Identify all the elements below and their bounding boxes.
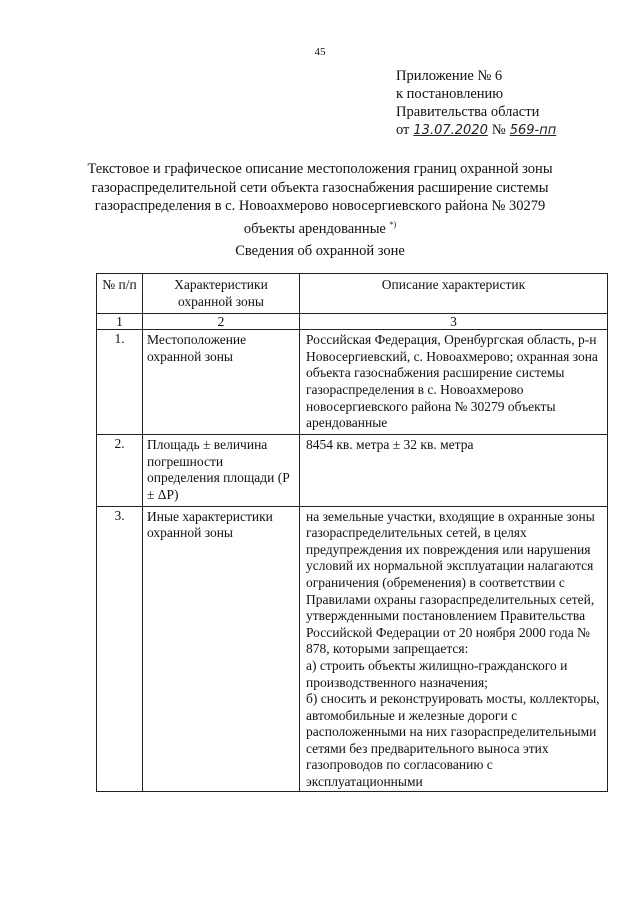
appendix-line-1: Приложение № 6	[396, 68, 503, 84]
appendix-date-line	[396, 121, 560, 140]
table-header-row	[97, 274, 608, 314]
row-number: 2.	[97, 435, 143, 506]
column-number-1: 1	[97, 314, 143, 330]
document-title	[80, 160, 560, 238]
handwritten-date: 13.07.2020	[413, 123, 488, 138]
date-prefix: от	[396, 122, 410, 138]
row-number: 1.	[97, 330, 143, 435]
table-row	[97, 506, 608, 791]
row-description: на земельные участки, входящие в охранные зоны газораспределительных сетей, в целях предупреждения их повреждения или нарушения условий их нормальной эксплуатации налагаются ограничения (обременения) в соответствии с Правилами охраны газораспределительных сетей, утвержденными постановлением Правительства Российской Федерации от 20 ноября 2000 года № 878, которыми запрещается: а) строить объекты жилищно-гражданского и производственного назначения; б) сносить и реконструировать мосты, коллекторы, автомобильные и железные дороги с расположенными на них газораспределительными сетями без предварительного выноса этих газопроводов по согласованию с эксплуатационными	[300, 506, 608, 791]
footnote-mark: *)	[389, 219, 397, 229]
row-characteristic: Местоположение охранной зоны	[143, 330, 300, 435]
row-number: 3.	[97, 506, 143, 791]
section-subtitle: Сведения об охранной зоне	[235, 243, 405, 259]
row-characteristic: Площадь ± величина погрешности определения площади (P ± ΔP)	[143, 435, 300, 506]
title-text: Текстовое и графическое описание местоположения границ охранной зоны газораспределительной сети объекта газоснабжения расширение системы газораспределения в с. Новоахмерово новосергиевского района № 30279 объекты арендованные	[87, 161, 553, 237]
appendix-line-2: к постановлению	[396, 86, 504, 102]
column-number-row	[97, 314, 608, 330]
table-row	[97, 435, 608, 506]
zone-info-table	[96, 273, 608, 792]
header-description: Описание характеристик	[300, 274, 608, 314]
header-number: № п/п	[97, 274, 143, 314]
row-description: 8454 кв. метра ± 32 кв. метра	[300, 435, 608, 506]
appendix-line-3: Правительства области	[396, 104, 540, 120]
row-characteristic: Иные характеристики охранной зоны	[143, 506, 300, 791]
column-number-2: 2	[143, 314, 300, 330]
page-number: 45	[314, 46, 326, 58]
header-characteristics: Характеристики охранной зоны	[143, 274, 300, 314]
handwritten-number: 569-пп	[509, 123, 557, 138]
table-row	[97, 330, 608, 435]
row-description: Российская Федерация, Оренбургская область, р-н Новосергиевский, с. Новоахмерово; охранная зона объекта газоснабжения расширение системы газораспределения в с. Новоахмерово новосергиевского района № 30279 объекты арендованные	[300, 330, 608, 435]
number-prefix: №	[491, 122, 506, 138]
column-number-3: 3	[300, 314, 608, 330]
appendix-block	[396, 67, 560, 140]
